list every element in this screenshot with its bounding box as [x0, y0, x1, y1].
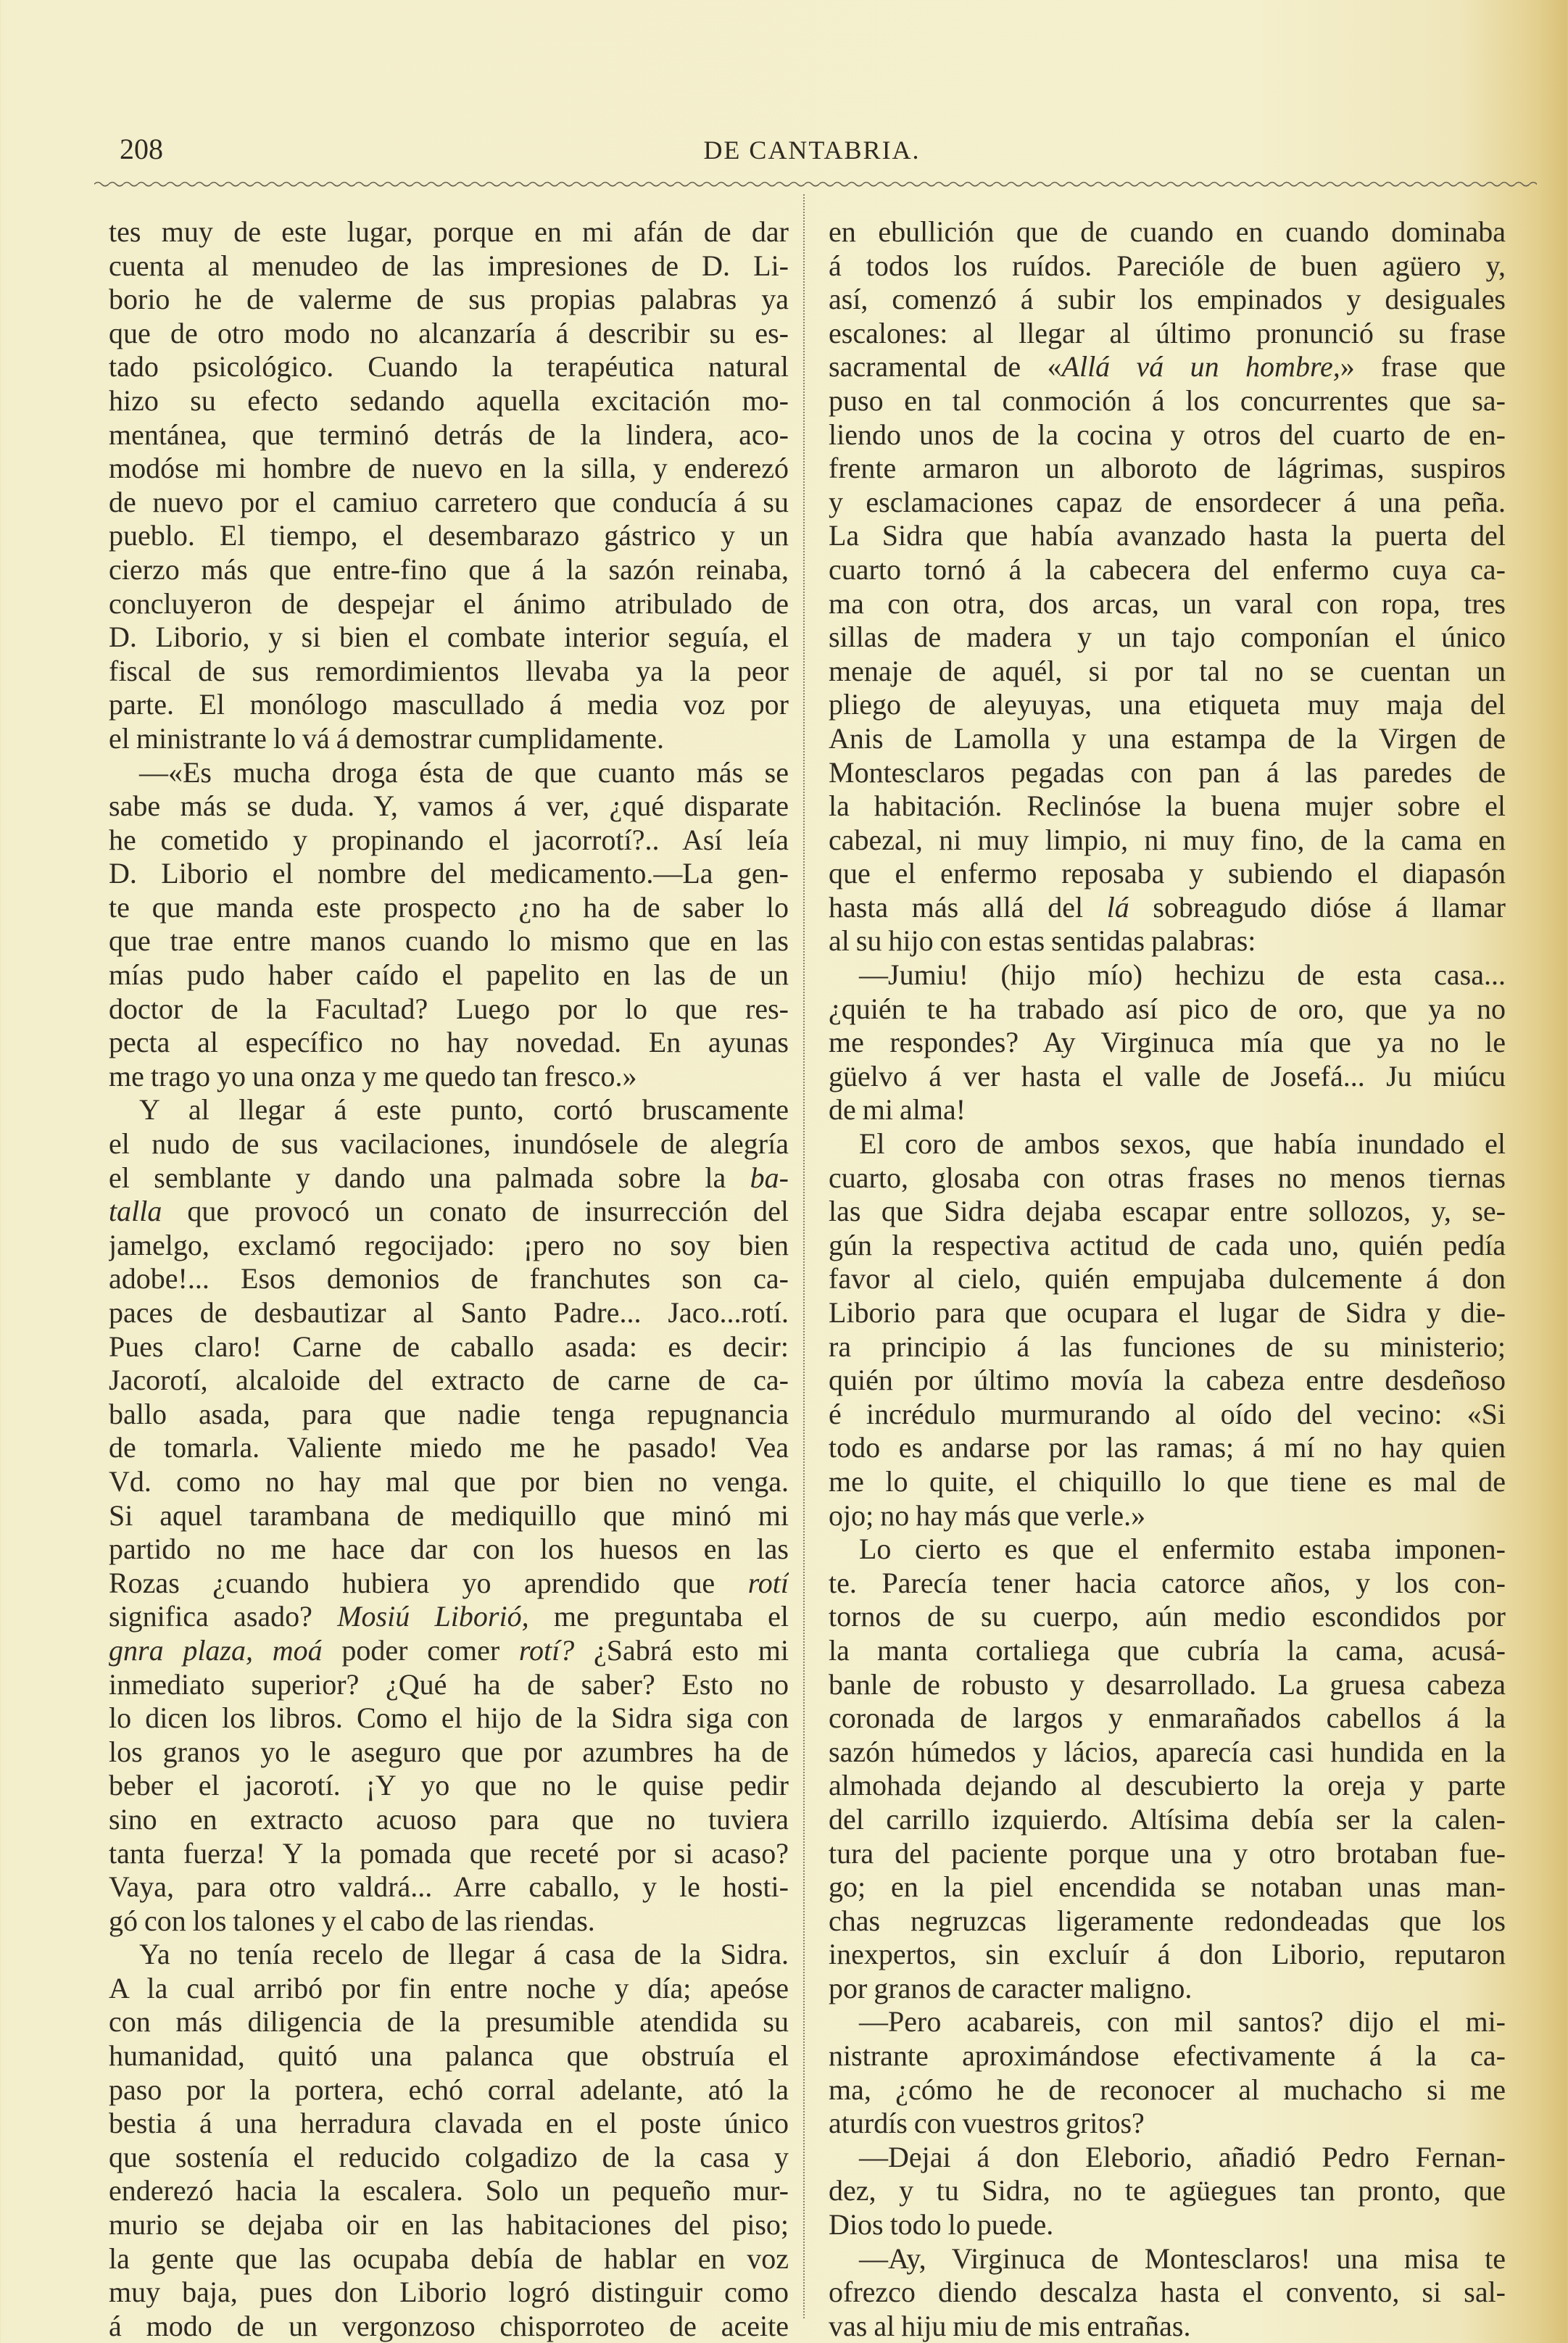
text-line: borio he de valerme de sus propias palabras ya — [109, 283, 789, 316]
text-line: sillas de madera y un tajo componían el único — [829, 621, 1506, 654]
text-line: enderezó hacia la escalera. Solo un pequeño mur- — [109, 2174, 789, 2207]
italic-text: gnra plaza, moá — [109, 1633, 323, 1667]
text-line: te. Parecía tener hacia catorce años, y los con- — [829, 1566, 1506, 1599]
text-line — [109, 1567, 789, 1601]
text-line: puso en tal conmoción á los concurrentes que sa- — [829, 383, 1506, 417]
text-line — [109, 1600, 789, 1634]
text-line: ma con otra, dos arcas, un varal con ropa, tres — [829, 586, 1506, 620]
paragraph — [109, 756, 789, 1094]
text-line — [829, 350, 1506, 384]
text-line: cuarto, glosaba con otras frases no menos tiernas — [829, 1161, 1506, 1194]
text-line: Anis de Lamolla y una estampa de la Virgen de — [829, 721, 1506, 755]
text-line — [829, 891, 1506, 925]
text-line: murio se dejaba oir en las habitaciones del piso; — [109, 2208, 789, 2242]
text-line: ra principio á las funciones de su ministerio; — [829, 1330, 1506, 1363]
paragraph — [829, 1127, 1506, 1533]
paragraph — [829, 215, 1506, 958]
text-segment: sobreagudo dióse á llamar — [1129, 890, 1506, 924]
text-line — [109, 1161, 789, 1195]
text-line: cierzo más que entre-fino que á la sazón reinaba, — [109, 552, 789, 586]
column-divider — [803, 194, 805, 2318]
text-line: que sostenía el reducido colgadizo de la casa y — [109, 2140, 789, 2173]
text-line: que de otro modo no alcanzaría á describir su es- — [109, 316, 789, 349]
text-line: doctor de la Facultad? Luego por lo que res- — [109, 992, 789, 1025]
text-line: las que Sidra dejaba escapar entre sollozos, y, se- — [829, 1195, 1506, 1228]
text-line: ¿quién te ha trabado así pico de oro, que ya no — [829, 992, 1506, 1025]
text-line: Vd. como no hay mal que por bien no venga. — [109, 1464, 789, 1498]
text-line: la habitación. Reclinóse la buena mujer sobre el — [829, 789, 1506, 823]
text-line: inmediato superior? ¿Qué ha de saber? Esto no — [109, 1667, 789, 1701]
text-line: me respondes? Ay Virginuca mía que ya no le — [829, 1026, 1506, 1059]
text-line: gó con los talones y el cabo de las riendas. — [109, 1904, 595, 1937]
text-segment: » frase que — [1340, 350, 1506, 383]
text-line: del carrillo izquierdo. Altísima debía ser la calen- — [829, 1802, 1506, 1836]
paragraph — [109, 1938, 789, 2343]
text-line: dez, y tu Sidra, no te agüegues tan pronto, que — [829, 2174, 1506, 2207]
text-line: mentánea, que terminó detrás de la lindera, aco- — [109, 418, 789, 451]
text-line: gún la respectiva actitud de cada uno, quién pedía — [829, 1228, 1506, 1261]
text-line: chas negruzcas ligeramente redondeadas que los — [829, 1904, 1506, 1937]
text-segment: sacramental de « — [829, 350, 1062, 383]
text-line: La Sidra que había avanzado hasta la puerta del — [829, 519, 1506, 552]
text-line: así, comenzó á subir los empinados y desiguales — [829, 283, 1506, 316]
text-line: quién por último movía la cabeza entre desdeñoso — [829, 1364, 1506, 1397]
text-line: tes muy de este lugar, porque en mi afán de dar — [109, 215, 789, 248]
text-line: me lo quite, el chiquillo lo que tiene es mal de — [829, 1464, 1506, 1498]
text-line: con más diligencia de la presumible atendida su — [109, 2005, 789, 2039]
text-line: aturdís con vuestros gritos? — [829, 2107, 1145, 2140]
wavy-rule — [94, 178, 1537, 190]
text-line: é incrédulo murmurando al oído del vecino: «Si — [829, 1397, 1506, 1430]
text-line: todo es andarse por las ramas; á mí no hay quien — [829, 1431, 1506, 1464]
text-line: Liborio para que ocupara el lugar de Sidra y die- — [829, 1296, 1506, 1329]
text-line: coronada de largos y enmarañados cabellos á la — [829, 1701, 1506, 1735]
text-line: —Pero acabareis, con mil santos? dijo el mi- — [859, 2005, 1506, 2039]
text-line: güelvo á ver hasta el valle de Josefá... Ju miúcu — [829, 1059, 1506, 1092]
text-line: nistrante aproximándose efectivamente á la ca- — [829, 2039, 1506, 2073]
text-line: que el enfermo reposaba y subiendo el diapasón — [829, 857, 1506, 890]
text-line: á todos los ruídos. Parecióle de buen agüero y, — [829, 249, 1506, 282]
text-line: el ministrante lo vá á demostrar cumplidamente. — [109, 721, 664, 755]
text-line: en ebullición que de cuando en cuando dominaba — [829, 215, 1506, 248]
text-line: Y al llegar á este punto, cortó bruscamente — [139, 1093, 789, 1127]
text-line: liendo unos de la cocina y otros del cuarto de en- — [829, 418, 1506, 451]
paragraph — [829, 2005, 1506, 2140]
text-line: y esclamaciones capaz de ensordecer á una peña. — [829, 485, 1506, 518]
text-line: pecta al específico no hay novedad. En ayunas — [109, 1026, 789, 1059]
text-line: almohada dejando al descubierto la oreja y parte — [829, 1769, 1506, 1802]
text-line: la manta cortaliega que cubría la cama, acusá- — [829, 1633, 1506, 1667]
text-line: tura del paciente porque una y otro brotaban fue- — [829, 1836, 1506, 1870]
left-column — [109, 215, 789, 2343]
text-line: D. Liborio el nombre del medicamento.—La gen- — [109, 857, 789, 890]
text-line: paso por la portera, echó corral adelante, ató la — [109, 2073, 789, 2106]
text-line: parte. El monólogo mascullado á media voz por — [109, 688, 789, 721]
text-line: por granos de caracter maligno. — [829, 1971, 1192, 2004]
text-line: cuenta al menudeo de las impresiones de D. Li- — [109, 249, 789, 282]
text-line: —Dejai á don Eleborio, añadió Pedro Fernan- — [859, 2140, 1506, 2173]
text-line — [109, 1634, 789, 1668]
text-segment: significa asado? — [109, 1600, 338, 1633]
text-line: al su hijo con estas sentidas palabras: — [829, 924, 1256, 958]
text-line: de tomarla. Valiente miedo me he pasado! Vea — [109, 1431, 789, 1464]
text-line: los granos yo le aseguro que por azumbres ha de — [109, 1735, 789, 1768]
text-line: ojo; no hay más que verle.» — [829, 1498, 1146, 1532]
text-segment: me preguntaba el — [528, 1600, 789, 1633]
text-line: humanidad, quitó una palanca que obstruía el — [109, 2039, 789, 2073]
italic-text: rotí? — [518, 1633, 575, 1667]
paragraph — [109, 215, 789, 756]
text-line: Vaya, para otro valdrá... Arre caballo, y le hosti- — [109, 1870, 789, 1904]
text-line: á modo de un vergonzoso chisporroteo de aceite — [109, 2309, 789, 2342]
text-line: Dios todo lo puede. — [829, 2208, 1054, 2242]
text-segment: ¿Sabrá esto mi — [574, 1633, 789, 1667]
text-line: Jacorotí, alcaloide del extracto de carne de ca- — [109, 1364, 789, 1397]
text-segment: Rozas ¿cuando hubiera yo aprendido que — [109, 1566, 748, 1599]
italic-text: lá — [1106, 890, 1129, 924]
text-line: lo dicen los libros. Como el hijo de la Sidra siga con — [109, 1701, 789, 1735]
text-line: cabezal, ni muy limpio, ni muy fino, de la cama en — [829, 823, 1506, 856]
paragraph — [109, 1093, 789, 1938]
text-line: Pues claro! Carne de caballo asada: es decir: — [109, 1330, 789, 1363]
text-segment: que provocó un conato de insurrección del — [162, 1195, 789, 1228]
text-line: beber el jacorotí. ¡Y yo que no le quise pedir — [109, 1769, 789, 1802]
text-segment: poder comer — [322, 1633, 519, 1667]
text-line: muy baja, pues don Liborio logró distinguir como — [109, 2276, 789, 2309]
text-line: go; en la piel encendida se notaban unas man- — [829, 1870, 1506, 1904]
text-line: te que manda este prospecto ¿no ha de saber lo — [109, 890, 789, 924]
italic-text: ba- — [750, 1161, 789, 1194]
paragraph — [829, 2141, 1506, 2242]
text-line: El coro de ambos sexos, que había inundado el — [859, 1127, 1506, 1161]
text-line: hizo su efecto sedando aquella excitación mo- — [109, 383, 789, 417]
text-line: que trae entre manos cuando lo mismo que en las — [109, 924, 789, 958]
paragraph — [829, 958, 1506, 1127]
italic-text: talla — [109, 1195, 162, 1228]
text-line: Lo cierto es que el enfermito estaba imponen- — [859, 1533, 1506, 1566]
italic-text: rotí — [747, 1566, 789, 1599]
right-column — [829, 215, 1506, 2343]
text-segment: el semblante y dando una palmada sobre la — [109, 1161, 750, 1194]
text-line: ma, ¿cómo he de reconocer al muchacho si me — [829, 2073, 1506, 2106]
text-line: la gente que las ocupaba debía de hablar en voz — [109, 2242, 789, 2275]
text-line: tornos de su cuerpo, aún medio escondidos por — [829, 1600, 1506, 1633]
text-line: sino en extracto acuoso para que no tuviera — [109, 1802, 789, 1836]
text-line: partido no me hace dar con los huesos en las — [109, 1533, 789, 1566]
text-line: he cometido y propinando el jacorrotí?.. Así leía — [109, 823, 789, 856]
text-line: pueblo. El tiempo, el desembarazo gástrico y un — [109, 519, 789, 552]
text-line: —«Es mucha droga ésta de que cuanto más se — [139, 755, 789, 789]
text-line: el nudo de sus vacilaciones, inundósele de alegría — [109, 1127, 789, 1161]
text-line: me trago yo una onza y me quedo tan fresco.» — [109, 1059, 637, 1092]
page-number: 208 — [120, 133, 163, 165]
text-line: de mi alma! — [829, 1093, 966, 1127]
text-line: pliego de aleyuyas, una etiqueta muy maja del — [829, 688, 1506, 721]
text-line: bestia á una herradura clavada en el poste único — [109, 2107, 789, 2140]
text-line: menaje de aquél, si por tal no se cuentan un — [829, 654, 1506, 687]
text-line: vas al hiju miu de mis entrañas. — [829, 2309, 1191, 2342]
paragraph — [829, 1533, 1506, 2005]
text-line: frente armaron un alboroto de lágrimas, suspiros — [829, 452, 1506, 485]
text-line: ofrezco diendo descalza hasta el convento, si sal- — [829, 2276, 1506, 2309]
text-line: paces de desbautizar al Santo Padre... Jaco...rotí. — [109, 1296, 789, 1329]
text-line: sabe más se duda. Y, vamos á ver, ¿qué disparate — [109, 789, 789, 823]
text-line: Si aquel tarambana de mediquillo que minó mi — [109, 1498, 789, 1532]
text-line: concluyeron de despejar el ánimo atribulado de — [109, 586, 789, 620]
text-line: escalones: al llegar al último pronunció su frase — [829, 316, 1506, 349]
text-line: favor al cielo, quién empujaba dulcemente á don — [829, 1262, 1506, 1295]
text-line: banle de robusto y desarrollado. La gruesa cabeza — [829, 1667, 1506, 1701]
text-line: jamelgo, exclamó regocijado: ¡pero no soy bien — [109, 1228, 789, 1261]
text-line: mías pudo haber caído el papelito en las de un — [109, 958, 789, 992]
text-line: Ya no tenía recelo de llegar á casa de la Sidra. — [139, 1938, 789, 1971]
text-line: inexpertos, sin excluír á don Liborio, reputaron — [829, 1938, 1506, 1971]
text-line — [109, 1195, 789, 1229]
text-line: fiscal de sus remordimientos llevaba ya la peor — [109, 654, 789, 687]
text-line: tado psicológico. Cuando la terapéutica natural — [109, 350, 789, 383]
text-line: A la cual arribó por fin entre noche y día; apeóse — [109, 1971, 789, 2004]
text-line: adobe!... Esos demonios de franchutes son ca- — [109, 1262, 789, 1295]
text-line: Montesclaros pegadas con pan á las paredes de — [829, 755, 1506, 789]
italic-text: Mosiú Liborió, — [337, 1600, 529, 1633]
running-title: DE CANTABRIA. — [703, 136, 921, 165]
text-line: ballo asada, para que nadie tenga repugnancia — [109, 1397, 789, 1430]
text-line: modóse mi hombre de nuevo en la silla, y enderezó — [109, 452, 789, 485]
text-line: cuarto tornó á la cabecera del enfermo cuya ca- — [829, 552, 1506, 586]
italic-text: Allá vá un hombre, — [1061, 350, 1340, 383]
text-line: tanta fuerza! Y la pomada que receté por si acaso? — [109, 1836, 789, 1870]
text-line: D. Liborio, y si bien el combate interior seguía, el — [109, 621, 789, 654]
text-line: —Ay, Virginuca de Montesclaros! una misa te — [859, 2242, 1506, 2275]
text-line: —Jumiu! (hijo mío) hechizu de esta casa... — [859, 958, 1506, 992]
text-segment: hasta más allá del — [829, 890, 1107, 924]
paragraph — [829, 2242, 1506, 2343]
text-line: de nuevo por el camiuo carretero que conducía á su — [109, 485, 789, 518]
text-line: sazón húmedos y lácios, aparecía casi hundida en la — [829, 1735, 1506, 1768]
